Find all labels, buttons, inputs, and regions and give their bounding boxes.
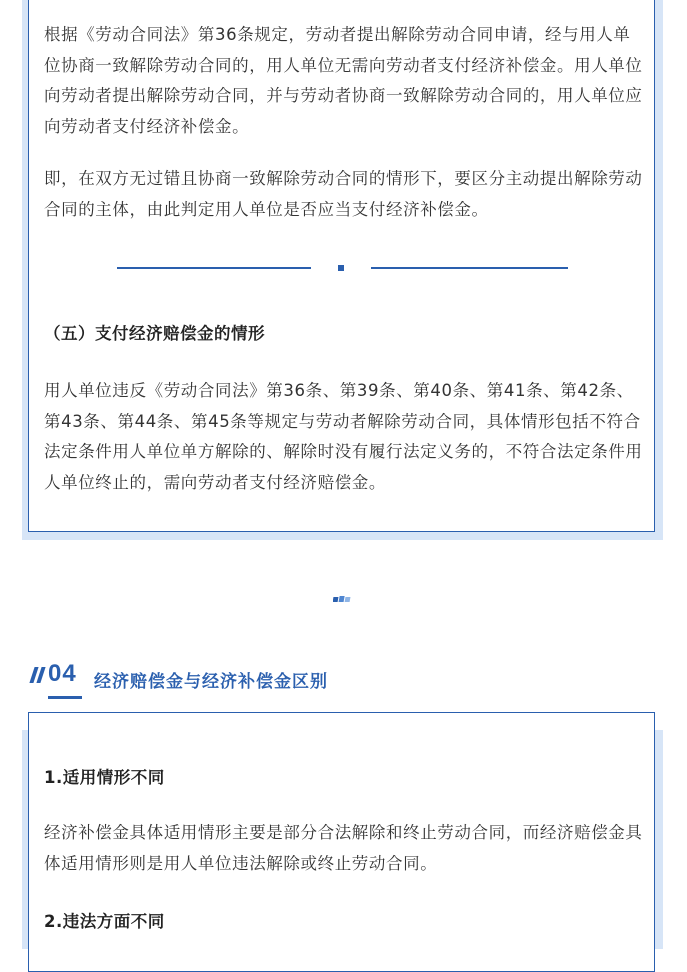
paragraph: 用人单位违反《劳动合同法》第36条、第39条、第40条、第41条、第42条、第43条、第44条、第45条等规定与劳动者解除劳动合同，具体情形包括不符合法定条件用人单位单方解除的、解除时没有履行法定义务的，不符合法定条件用人单位终止的，需向劳动者支付经济赔偿金。 <box>44 381 643 492</box>
divider-line-left <box>117 267 311 269</box>
paragraph: 经济补偿金具体适用情形主要是部分合法解除和终止劳动合同，而经济赔偿金具体适用情形则是用人单位违法解除或终止劳动合同。 <box>44 823 643 873</box>
section-subheading: 1.适用情形不同 <box>44 768 165 787</box>
section-subheading: （五）支付经济赔偿金的情形 <box>44 324 265 343</box>
section-title: 经济赔偿金与经济补偿金区别 <box>94 672 328 692</box>
section-number-underline <box>48 696 82 699</box>
paragraph: 即，在双方无过错且协商一致解除劳动合同的情形下，要区分主动提出解除劳动合同的主体，由此判定用人单位是否应当支付经济补偿金。 <box>44 169 643 219</box>
ornament-icon <box>333 594 353 604</box>
section-number: 04 <box>48 660 77 687</box>
paragraph: 根据《劳动合同法》第36条规定，劳动者提出解除劳动合同申请，经与用人单位协商一致解除劳动合同的，用人单位无需向劳动者支付经济补偿金。用人单位向劳动者提出解除劳动合同，并与劳动者协商一致解除劳动合同的，用人单位应向劳动者支付经济补偿金。 <box>44 25 643 136</box>
divider-line-right <box>371 267 568 269</box>
divider-dot <box>338 265 344 271</box>
section-subheading: 2.违法方面不同 <box>44 912 165 931</box>
